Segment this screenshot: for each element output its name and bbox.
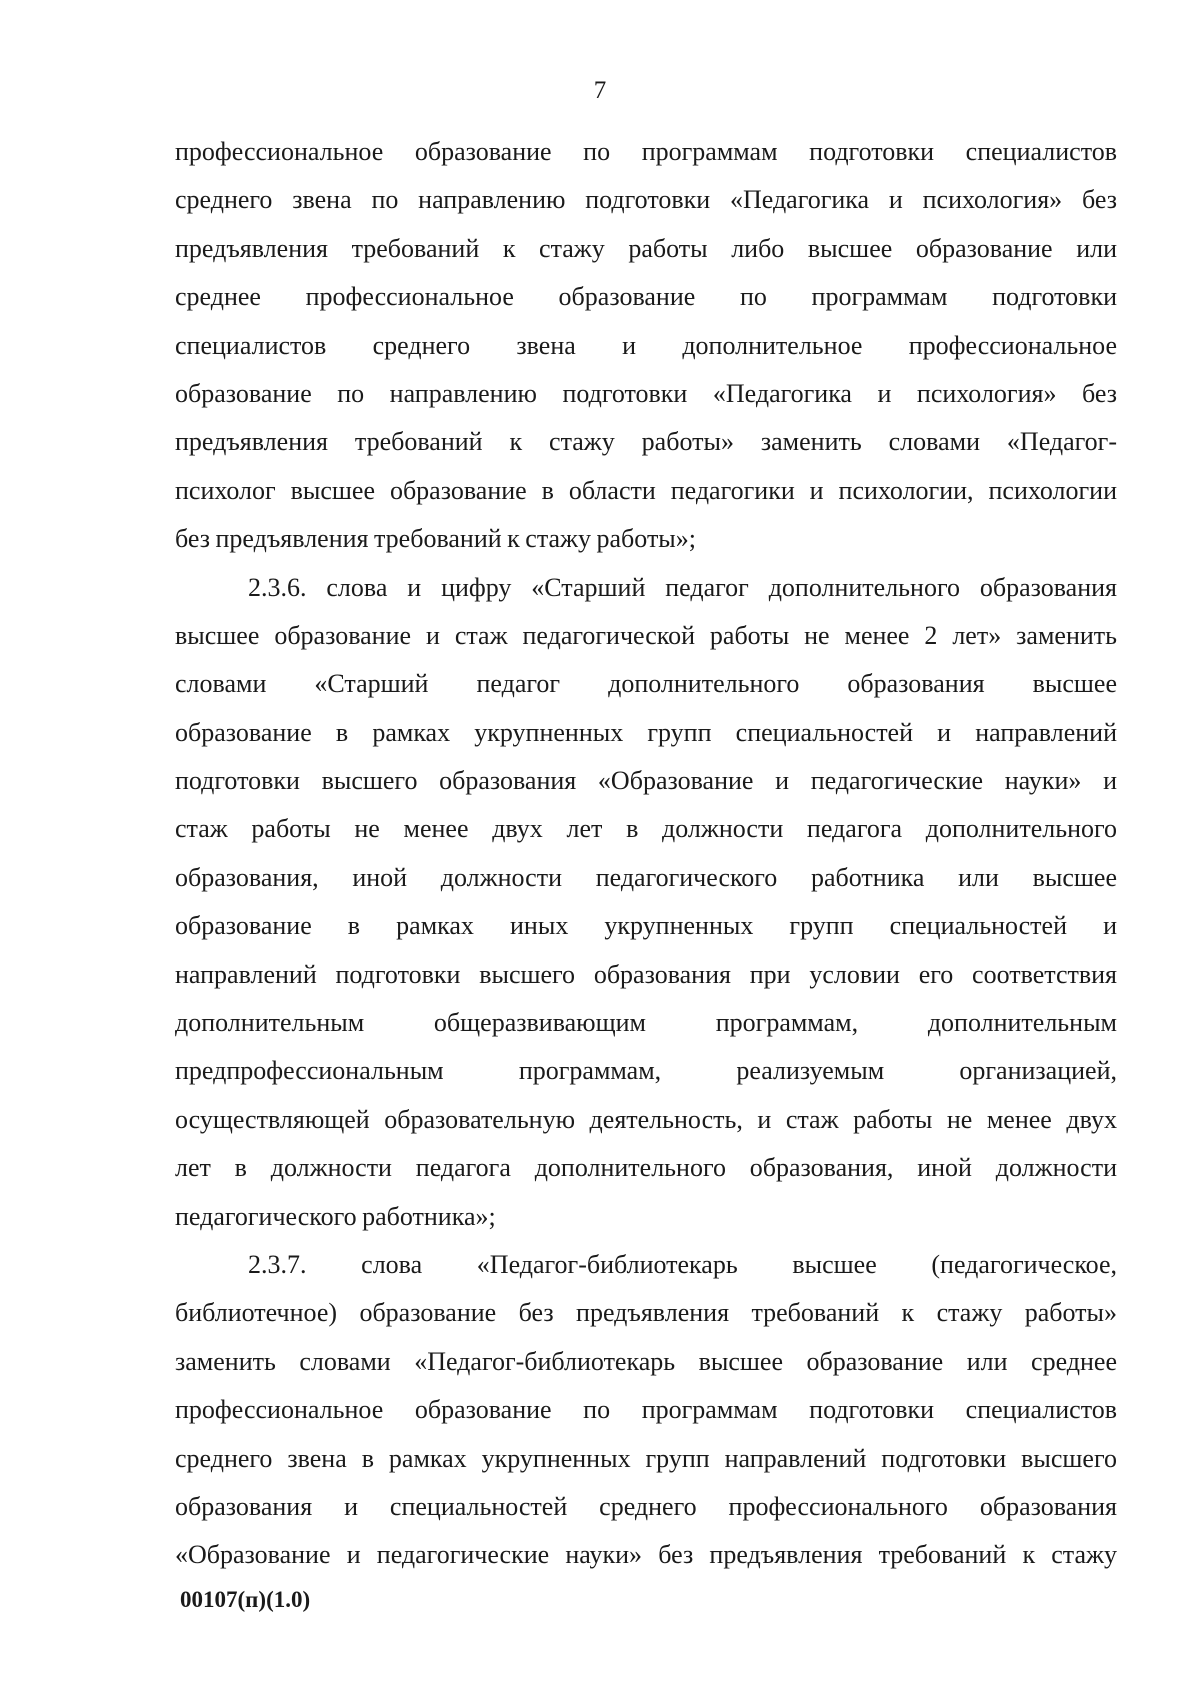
text-line: образование по направлению подготовки «Педагогика и психология» без — [175, 378, 1117, 408]
text-line: предъявления требований к стажу работы» заменить словами «Педагог- — [175, 427, 1117, 457]
document-code: 00107(п)(1.0) — [180, 1587, 311, 1612]
text-line: стаж работы не менее двух лет в должности педагога дополнительного — [175, 814, 1117, 844]
text-line: образование в рамках укрупненных групп специальностей и направлений — [175, 717, 1117, 747]
paragraph-start-2-3-6: 2.3.6. слова и цифру «Старший педагог дополнительного образования — [248, 572, 1117, 602]
text-line: образование в рамках иных укрупненных групп специальностей и — [175, 911, 1117, 941]
text-line: высшее образование и стаж педагогической работы не менее 2 лет» заменить — [175, 620, 1117, 650]
text-line: профессиональное образование по программам подготовки специалистов — [175, 1395, 1117, 1425]
text-line: осуществляющей образовательную деятельность, и стаж работы не менее двух — [175, 1104, 1117, 1134]
text-line: подготовки высшего образования «Образование и педагогические науки» и — [175, 766, 1117, 796]
text-line: лет в должности педагога дополнительного образования, иной должности — [175, 1153, 1117, 1183]
text-line: среднего звена в рамках укрупненных групп направлений подготовки высшего — [175, 1443, 1117, 1473]
text-line: дополнительным общеразвивающим программам, дополнительным — [175, 1008, 1117, 1038]
text-line: библиотечное) образование без предъявления требований к стажу работы» — [175, 1298, 1117, 1328]
text-line: предъявления требований к стажу работы либо высшее образование или — [175, 233, 1117, 263]
text-line: образования, иной должности педагогического работника или высшее — [175, 862, 1117, 892]
text-line: словами «Старший педагог дополнительного образования высшее — [175, 669, 1117, 699]
page-number: 7 — [593, 77, 607, 104]
text-line: заменить словами «Педагог-библиотекарь высшее образование или среднее — [175, 1346, 1117, 1376]
text-line: образования и специальностей среднего профессионального образования — [175, 1491, 1117, 1521]
text-line: психолог высшее образование в области педагогики и психологии, психологии — [175, 475, 1117, 505]
text-line: среднего звена по направлению подготовки «Педагогика и психология» без — [175, 185, 1117, 215]
paragraph-start-2-3-7: 2.3.7. слова «Педагог-библиотекарь высшее (педагогическое, — [248, 1249, 1117, 1279]
text-line: предпрофессиональным программам, реализуемым организацией, — [175, 1056, 1117, 1086]
text-line: «Образование и педагогические науки» без предъявления требований к стажу — [175, 1540, 1117, 1570]
text-line: направлений подготовки высшего образования при условии его соответствия — [175, 959, 1117, 989]
text-line: педагогического работника»; — [175, 1201, 496, 1231]
document-body — [175, 128, 1117, 1580]
text-line: без предъявления требований к стажу работы»; — [175, 524, 696, 554]
text-line: специалистов среднего звена и дополнительное профессиональное — [175, 330, 1117, 360]
text-line: профессиональное образование по программам подготовки специалистов — [175, 137, 1117, 166]
text-line: среднее профессиональное образование по программам подготовки — [175, 282, 1117, 312]
